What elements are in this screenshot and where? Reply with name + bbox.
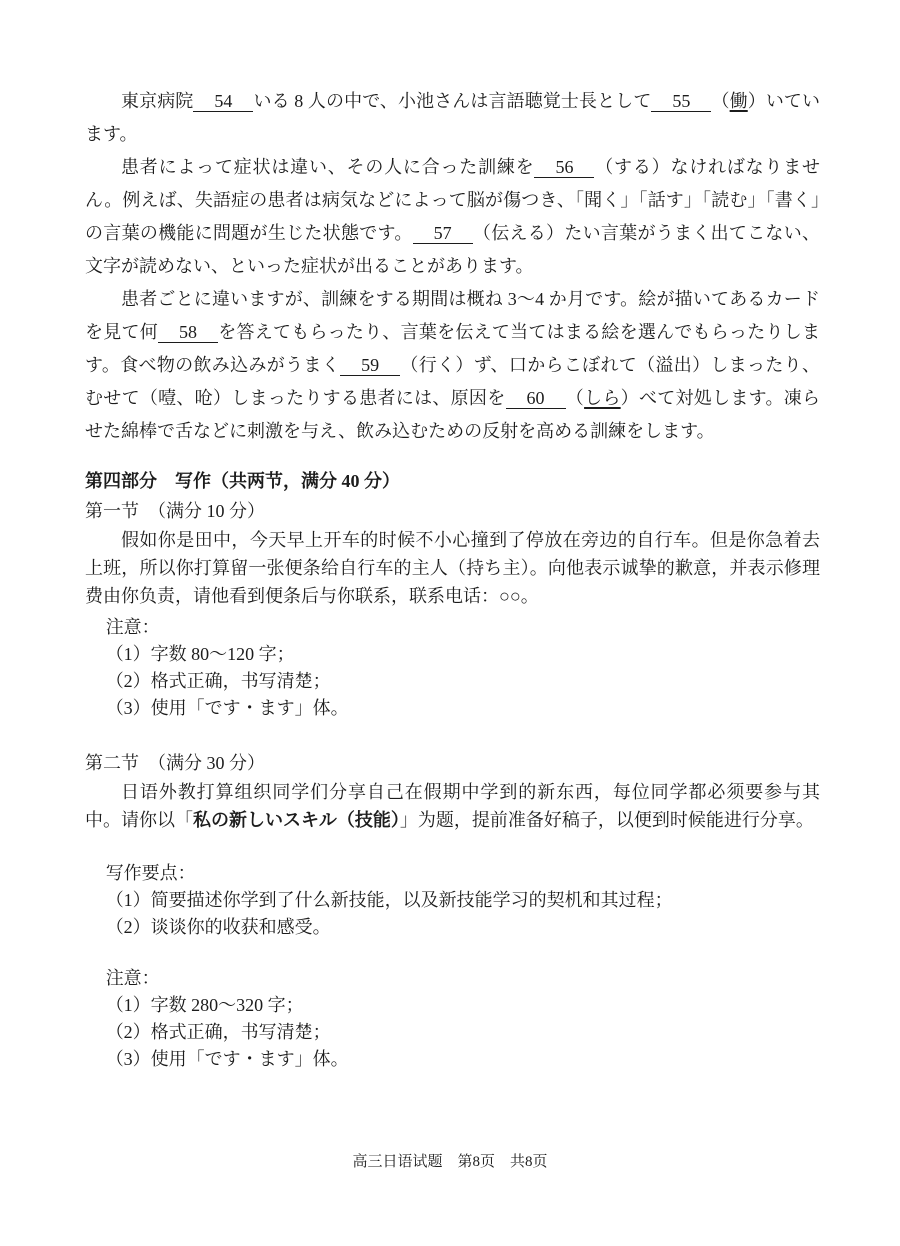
task2-prompt	[85, 778, 820, 834]
cloze-paragraph	[85, 85, 820, 151]
text-run: ）べて対処します。凍らせた綿棒で舌などに刺激を与え、飲み込むための反射を高める訓練をします。	[85, 388, 821, 441]
text-run: 患者ごとに違いますが、訓練をする期間は概ね 3～4 か月です。絵が描いてあるカードを見て何	[85, 289, 820, 342]
task1-note: （2）格式正确，书写清楚；	[105, 671, 331, 691]
text-run: （伝える）たい言葉がうまく出てこない、文字が読めない、といった症状が出ることがあります。	[85, 223, 820, 276]
task2-notes-label: 注意：	[105, 968, 160, 988]
text-run: （する）なければなりません。例えば、失語症の患者は病気などによって脳が傷つき、「聞く」「話す」「読む」「書く」の言葉の機能に問題が生じた状態です。	[85, 157, 820, 243]
underlined-hint: しら	[584, 388, 621, 408]
text-run: （行く）ず、口からこぼれて（溢出）しまったり、むせて（噎、呛）しまったりする患者には、原因を	[85, 355, 821, 408]
task1-note: （1）字数 80～120 字；	[105, 644, 295, 664]
cloze-blank: 59	[340, 356, 400, 376]
section1-title: 第一节 （满分 10 分）	[85, 501, 265, 521]
task2-points-label: 写作要点：	[105, 863, 196, 883]
task2-note: （3）使用「です・ます」体。	[105, 1049, 349, 1069]
task1-note: （3）使用「です・ます」体。	[105, 698, 349, 718]
task1-notes-label: 注意：	[105, 617, 160, 637]
text-run: 」为题，提前准备好稿子，以便到时候能进行分享。	[399, 810, 814, 830]
cloze-passage	[85, 85, 820, 448]
cloze-blank: 55	[651, 92, 711, 112]
text-run: いる 8 人の中で、小池さんは言語聴覚士長として	[253, 91, 652, 111]
text-run: 日语外教打算组织同学们分享自己在假期中学到的新东西，每位同学都必须要参与其中。请你以「	[85, 782, 820, 830]
text-run: を答えてもらったり、言葉を伝えて当てはまる絵を選んでもらったりします。食べ物の飲み込みがうまく	[85, 322, 821, 375]
task2-note: （2）格式正确，书写清楚；	[105, 1022, 331, 1042]
cloze-blank: 56	[534, 158, 594, 178]
cloze-paragraph	[85, 283, 820, 448]
text-run: 患者によって症状は違い、その人に合った訓練を	[121, 157, 535, 177]
cloze-blank: 54	[193, 92, 253, 112]
page-footer: 高三日语试题 第8页 共8页	[352, 1154, 548, 1170]
part4-header: 第四部分 写作（共两节，满分 40 分）	[85, 471, 400, 491]
section2-title: 第二节 （满分 30 分）	[85, 753, 265, 773]
cloze-paragraph	[85, 151, 820, 283]
text-run: （	[711, 91, 730, 111]
writing-task-2	[85, 748, 820, 1073]
bold-title-text: 私の新しいスキル（技能）	[193, 810, 400, 830]
cloze-blank: 60	[506, 389, 566, 409]
text-run: 東京病院	[121, 91, 194, 111]
task1-prompt: 假如你是田中，今天早上开车的时候不小心撞到了停放在旁边的自行车。但是你急着去上班，所以你打算留一张便条给自行车的主人（持ち主）。向他表示诚挚的歉意，并表示修理费由你负责，请他看到便条后与你联系，联系电话：○○。	[85, 530, 820, 606]
text-run: （	[565, 388, 585, 408]
task2-note: （1）字数 280～320 字；	[105, 995, 304, 1015]
writing-task-1	[85, 496, 820, 722]
text-run: ）いています。	[85, 91, 821, 144]
task2-point: （2）谈谈你的收获和感受。	[105, 917, 331, 937]
cloze-blank: 57	[413, 224, 473, 244]
task2-point: （1）简要描述你学到了什么新技能，以及新技能学习的契机和其过程；	[105, 890, 673, 910]
cloze-blank: 58	[158, 323, 218, 343]
underlined-hint: 働	[729, 91, 748, 111]
